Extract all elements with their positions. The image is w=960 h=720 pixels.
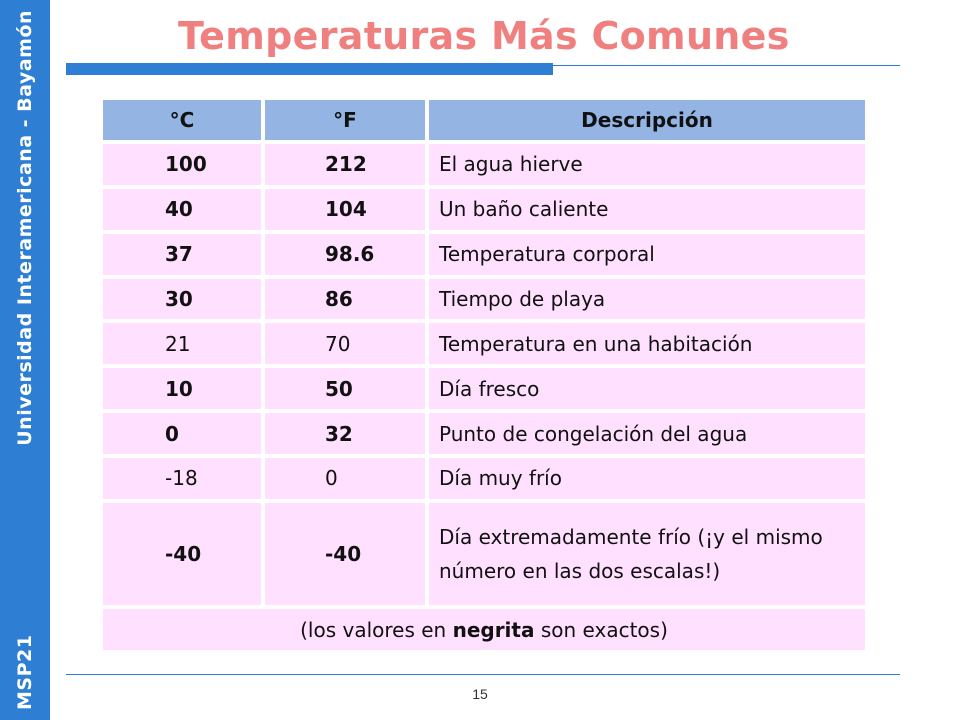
table-row [103,279,865,320]
cell-fahrenheit: 212 [265,144,425,185]
cell-celsius: 100 [103,144,261,185]
table-row [103,368,865,409]
cell-fahrenheit: 104 [265,189,425,230]
cell-description: Temperatura corporal [429,234,865,275]
header-celsius: °C [103,100,261,140]
cell-description: Un baño caliente [429,189,865,230]
cell-fahrenheit: 0 [265,458,425,499]
table-row [103,413,865,454]
footer-line [66,674,900,675]
table-row [103,458,865,499]
footnote-bold: negrita [452,617,535,642]
footnote-prefix: (los valores en [300,617,453,642]
temperature-table-container [99,96,869,654]
cell-celsius: 37 [103,234,261,275]
university-name: Universidad Interamericana - Bayamón [14,10,36,446]
cell-fahrenheit: 50 [265,368,425,409]
table-row [103,323,865,364]
cell-description: Día extremadamente frío (¡y el mismo número en las dos escalas!) [429,503,865,605]
cell-celsius: -18 [103,458,261,499]
footnote-suffix: son exactos) [534,617,668,642]
header-description: Descripción [429,100,865,140]
cell-description: Día muy frío [429,458,865,499]
cell-description: Tiempo de playa [429,279,865,320]
cell-description: Temperatura en una habitación [429,323,865,364]
sidebar-text [14,10,36,710]
header-fahrenheit: °F [265,100,425,140]
sidebar [0,0,50,720]
cell-fahrenheit: -40 [265,503,425,605]
cell-fahrenheit: 86 [265,279,425,320]
cell-description: Punto de congelación del agua [429,413,865,454]
slide-title: Temperaturas Más Comunes [178,14,790,58]
title-underline-line [553,65,900,66]
title-underline-bar [66,63,553,75]
table-row [103,503,865,605]
cell-description: El agua hierve [429,144,865,185]
cell-description: Día fresco [429,368,865,409]
table-footnote [103,609,865,650]
table-footnote-row [103,609,865,650]
cell-celsius: 21 [103,323,261,364]
cell-fahrenheit: 98.6 [265,234,425,275]
table-header-row [103,100,865,140]
table-row [103,189,865,230]
cell-fahrenheit: 32 [265,413,425,454]
cell-celsius: 10 [103,368,261,409]
cell-celsius: 30 [103,279,261,320]
course-code: MSP21 [14,634,36,710]
temperature-table [99,96,869,654]
cell-celsius: -40 [103,503,261,605]
table-row [103,144,865,185]
cell-fahrenheit: 70 [265,323,425,364]
table-row [103,234,865,275]
page-number: 15 [472,686,488,702]
cell-celsius: 0 [103,413,261,454]
cell-celsius: 40 [103,189,261,230]
